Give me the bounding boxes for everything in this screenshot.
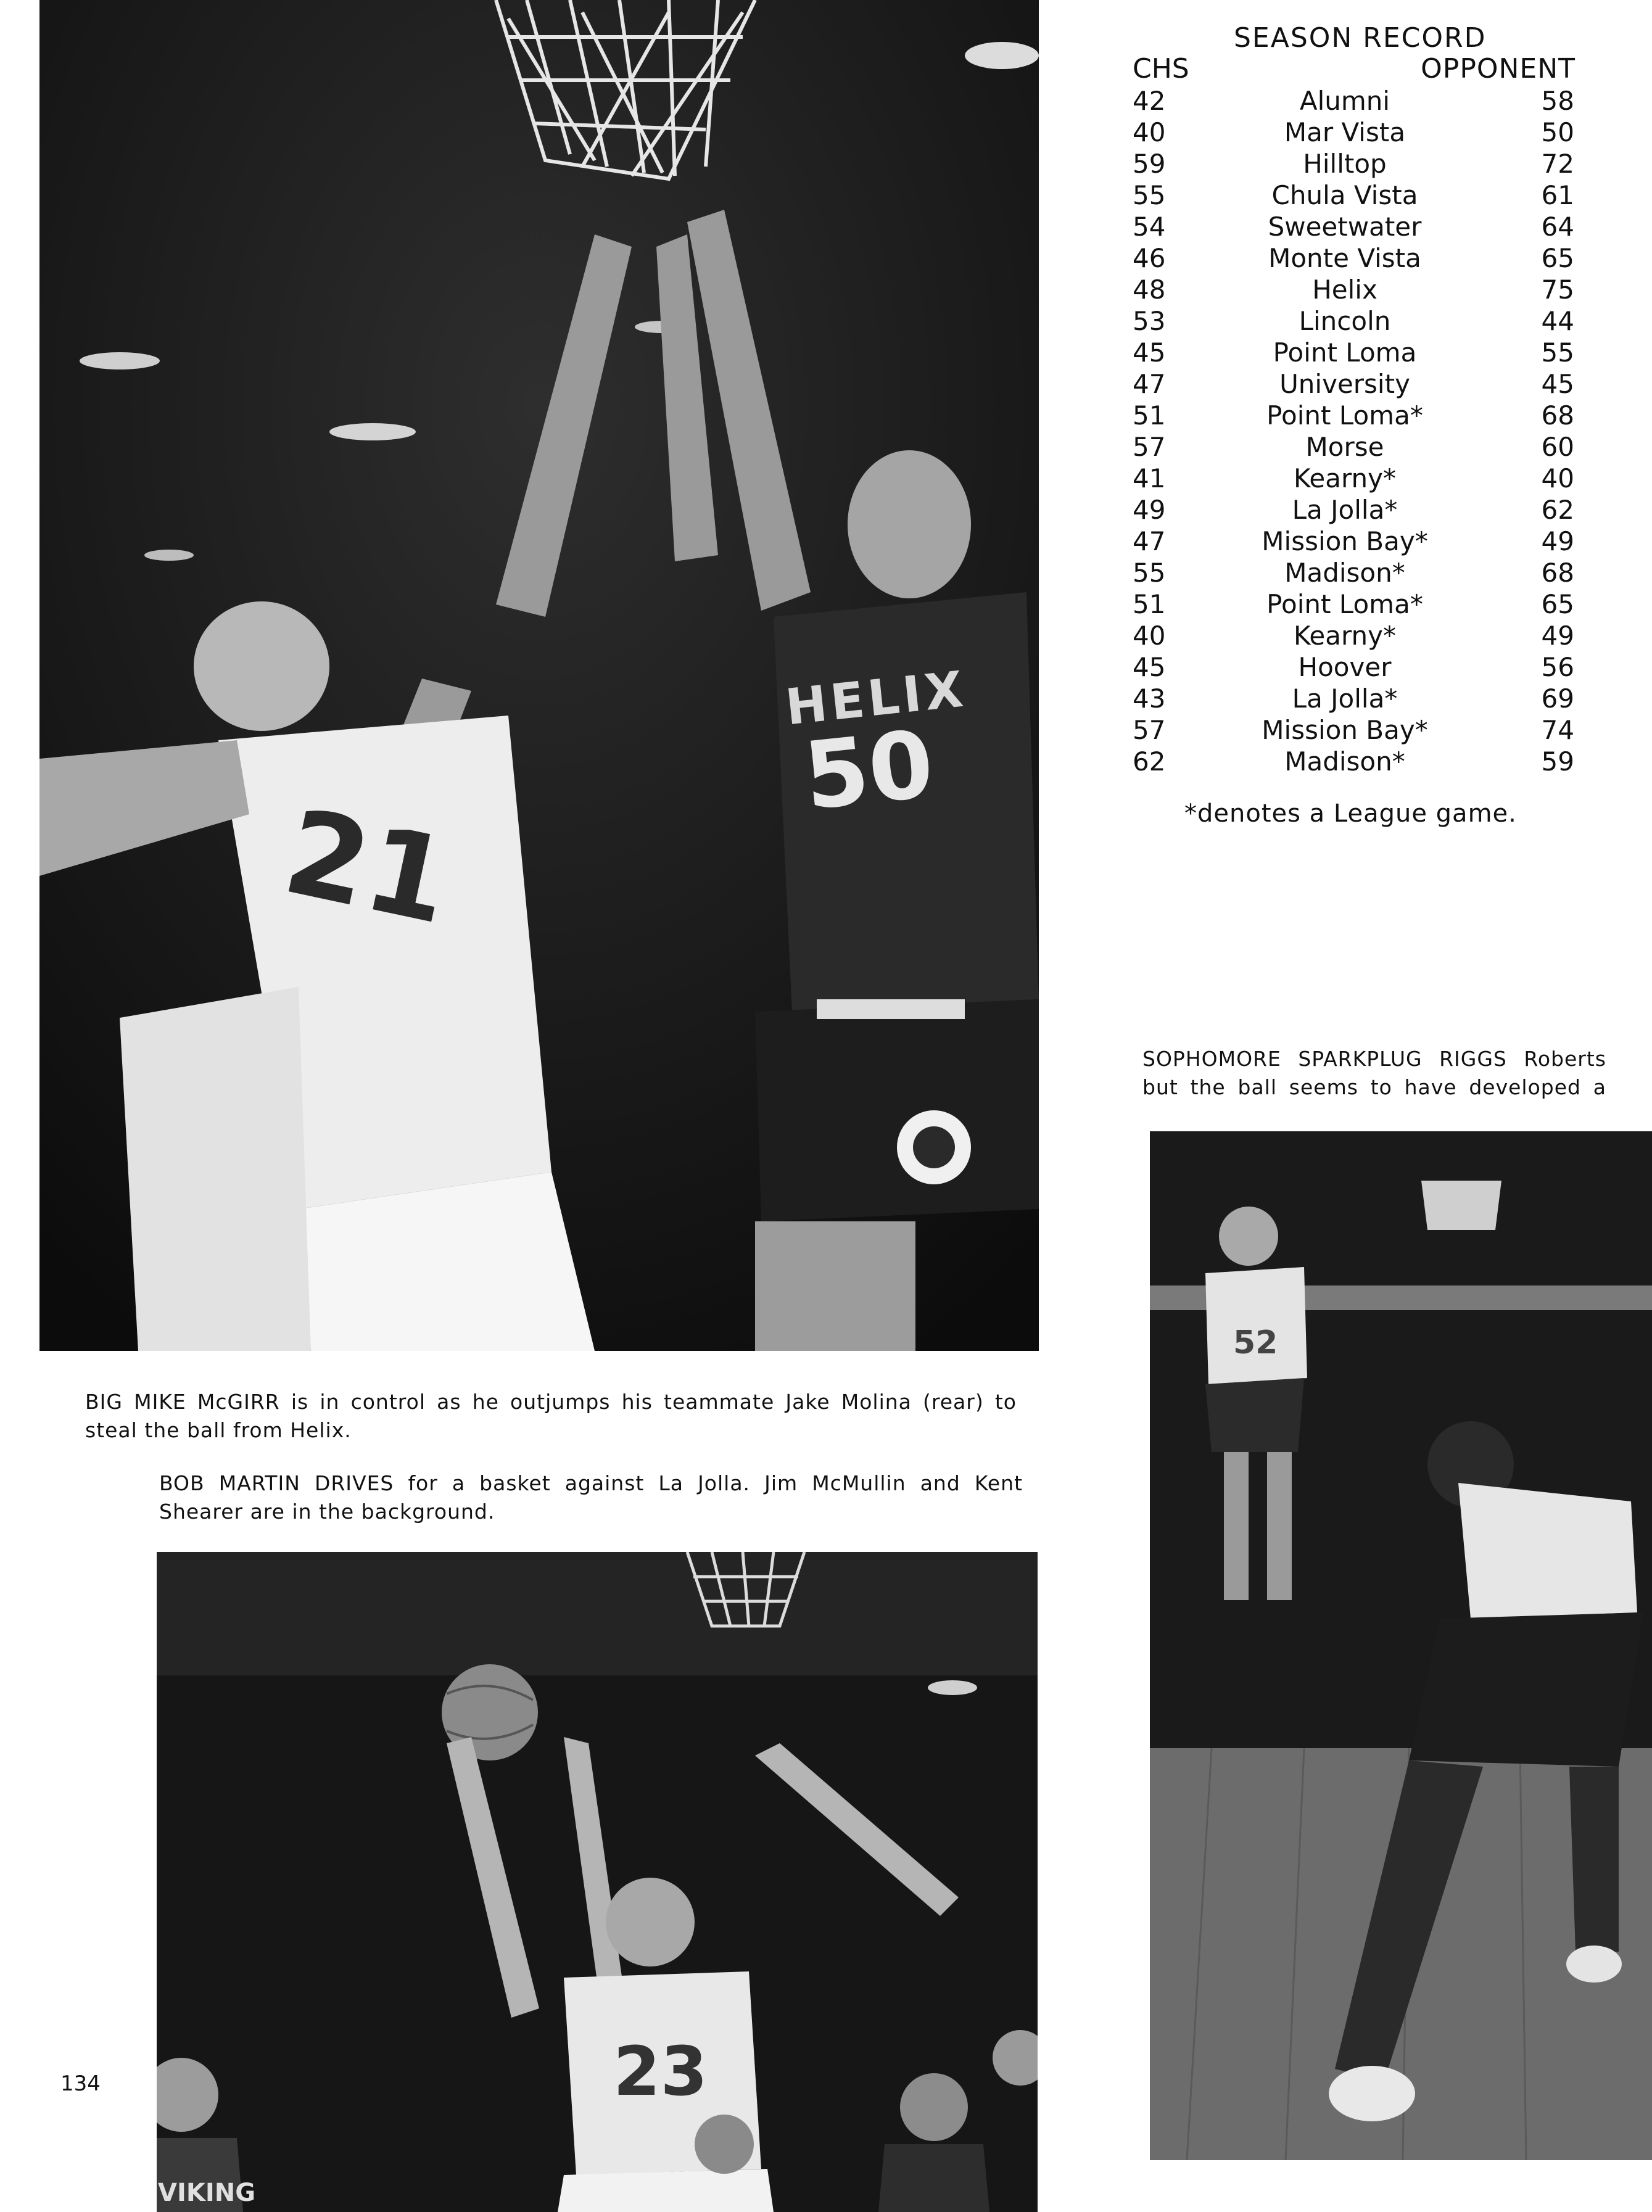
record-row: [1123, 683, 1574, 714]
record-opponent-name: Point Loma*: [1266, 400, 1423, 431]
record-chs-score: 42: [1133, 86, 1166, 116]
record-row: [1123, 620, 1574, 651]
record-opponent-name: Chula Vista: [1271, 180, 1418, 210]
column-header-chs: CHS: [1133, 53, 1189, 85]
record-opponent-name: Mission Bay*: [1262, 526, 1428, 556]
record-opponent-score: 49: [1541, 621, 1574, 651]
record-chs-score: 40: [1133, 117, 1166, 147]
record-chs-score: 51: [1133, 589, 1166, 619]
record-opponent-name: Mar Vista: [1284, 117, 1406, 147]
record-row: [1123, 337, 1574, 368]
record-opponent-name: University: [1279, 369, 1410, 399]
record-chs-score: 46: [1133, 243, 1166, 273]
record-opponent-name: Lincoln: [1299, 306, 1391, 336]
caption-big-mike: BIG MIKE McGIRR is in control as he outjumps his teammate Jake Molina (rear) to steal the ball from Helix.: [85, 1390, 1017, 1442]
record-opponent-name: Hoover: [1298, 652, 1392, 682]
record-chs-score: 48: [1133, 274, 1166, 305]
record-opponent-score: 68: [1541, 558, 1574, 588]
record-row: [1123, 557, 1574, 588]
record-opponent-name: Kearny*: [1293, 463, 1397, 493]
record-chs-score: 57: [1133, 432, 1166, 462]
record-chs-score: 53: [1133, 306, 1166, 336]
record-chs-score: 55: [1133, 558, 1166, 588]
record-opponent-score: 61: [1541, 180, 1574, 210]
record-opponent-score: 65: [1541, 243, 1574, 273]
record-row: [1123, 400, 1574, 431]
record-chs-score: 47: [1133, 369, 1166, 399]
record-opponent-name: Sweetwater: [1268, 212, 1422, 242]
season-record-rows: [1123, 85, 1574, 777]
bottom-photo-bob-martin: [157, 1552, 1038, 2212]
season-record-title: SEASON RECORD: [1234, 22, 1487, 54]
main-photo-rebound: [39, 0, 1039, 1351]
record-opponent-score: 62: [1541, 495, 1574, 525]
jersey-team-helix: HELIX: [783, 660, 970, 737]
record-chs-score: 47: [1133, 526, 1166, 556]
caption-sophomore-line-2: but the ball seems to have developed a: [1142, 1075, 1606, 1099]
record-chs-score: 62: [1133, 746, 1166, 777]
caption-sophomore-line-1: SOPHOMORE SPARKPLUG RIGGS Roberts: [1142, 1047, 1606, 1071]
record-row: [1123, 242, 1574, 274]
record-opponent-name: Point Loma: [1273, 337, 1417, 368]
record-row: [1123, 494, 1574, 526]
record-opponent-name: Monte Vista: [1268, 243, 1421, 273]
record-opponent-score: 75: [1541, 274, 1574, 305]
record-opponent-score: 72: [1541, 149, 1574, 179]
record-row: [1123, 431, 1574, 463]
record-opponent-score: 74: [1541, 715, 1574, 745]
record-chs-score: 45: [1133, 337, 1166, 368]
record-chs-score: 59: [1133, 149, 1166, 179]
record-opponent-score: 68: [1541, 400, 1574, 431]
record-opponent-name: Mission Bay*: [1262, 715, 1428, 745]
record-row: [1123, 180, 1574, 211]
record-opponent-score: 56: [1541, 652, 1574, 682]
right-photo-illustration: [1150, 1131, 1652, 2160]
record-opponent-name: Kearny*: [1293, 621, 1397, 651]
record-row: [1123, 588, 1574, 620]
record-opponent-score: 45: [1541, 369, 1574, 399]
record-opponent-name: Morse: [1305, 432, 1384, 462]
page-number: 134: [60, 2071, 101, 2096]
jersey-number-50: 50: [799, 711, 939, 832]
record-row: [1123, 526, 1574, 557]
record-row: [1123, 746, 1574, 777]
record-opponent-score: 55: [1541, 337, 1574, 368]
record-opponent-name: La Jolla*: [1292, 495, 1398, 525]
record-chs-score: 45: [1133, 652, 1166, 682]
record-opponent-score: 65: [1541, 589, 1574, 619]
record-row: [1123, 651, 1574, 683]
record-opponent-name: Point Loma*: [1266, 589, 1423, 619]
jersey-number-52: 52: [1233, 1324, 1278, 1361]
record-opponent-name: Madison*: [1284, 746, 1405, 777]
record-opponent-score: 58: [1541, 86, 1574, 116]
record-opponent-score: 44: [1541, 306, 1574, 336]
bottom-photo-illustration: [157, 1552, 1038, 2212]
record-opponent-name: Madison*: [1284, 558, 1405, 588]
record-opponent-score: 59: [1541, 746, 1574, 777]
record-row: [1123, 714, 1574, 746]
jersey-number-21: 21: [273, 783, 462, 951]
record-chs-score: 41: [1133, 463, 1166, 493]
record-row: [1123, 85, 1574, 117]
record-opponent-score: 40: [1541, 463, 1574, 493]
caption-bob-martin: BOB MARTIN DRIVES for a basket against La Jolla. Jim McMullin and Kent Shearer are in the background.: [159, 1471, 1023, 1524]
jersey-number-23: 23: [613, 2032, 708, 2111]
record-row: [1123, 305, 1574, 337]
record-chs-score: 55: [1133, 180, 1166, 210]
record-opponent-name: Hilltop: [1303, 149, 1387, 179]
backboard: [1421, 1181, 1501, 1230]
jersey-text-viking: VIKING: [158, 2179, 256, 2207]
record-row: [1123, 211, 1574, 242]
column-header-opponent: OPPONENT: [1421, 53, 1576, 85]
record-opponent-score: 69: [1541, 683, 1574, 714]
record-chs-score: 49: [1133, 495, 1166, 525]
record-opponent-name: Alumni: [1299, 86, 1390, 116]
record-opponent-score: 50: [1541, 117, 1574, 147]
record-opponent-score: 64: [1541, 212, 1574, 242]
right-photo-riggs: [1150, 1131, 1652, 2160]
record-row: [1123, 274, 1574, 305]
main-photo-illustration: [39, 0, 1039, 1351]
record-row: [1123, 368, 1574, 400]
record-opponent-name: La Jolla*: [1292, 683, 1398, 714]
record-row: [1123, 148, 1574, 180]
league-footnote: *denotes a League game.: [1184, 799, 1517, 828]
record-opponent-score: 49: [1541, 526, 1574, 556]
helix-mascot-emblem: [897, 1110, 971, 1184]
record-chs-score: 54: [1133, 212, 1166, 242]
record-chs-score: 57: [1133, 715, 1166, 745]
record-chs-score: 40: [1133, 621, 1166, 651]
caption-sophomore-riggs: [1142, 1045, 1606, 1102]
record-row: [1123, 117, 1574, 148]
record-opponent-score: 60: [1541, 432, 1574, 462]
record-chs-score: 43: [1133, 683, 1166, 714]
record-chs-score: 51: [1133, 400, 1166, 431]
record-opponent-name: Helix: [1312, 274, 1377, 305]
record-row: [1123, 463, 1574, 494]
